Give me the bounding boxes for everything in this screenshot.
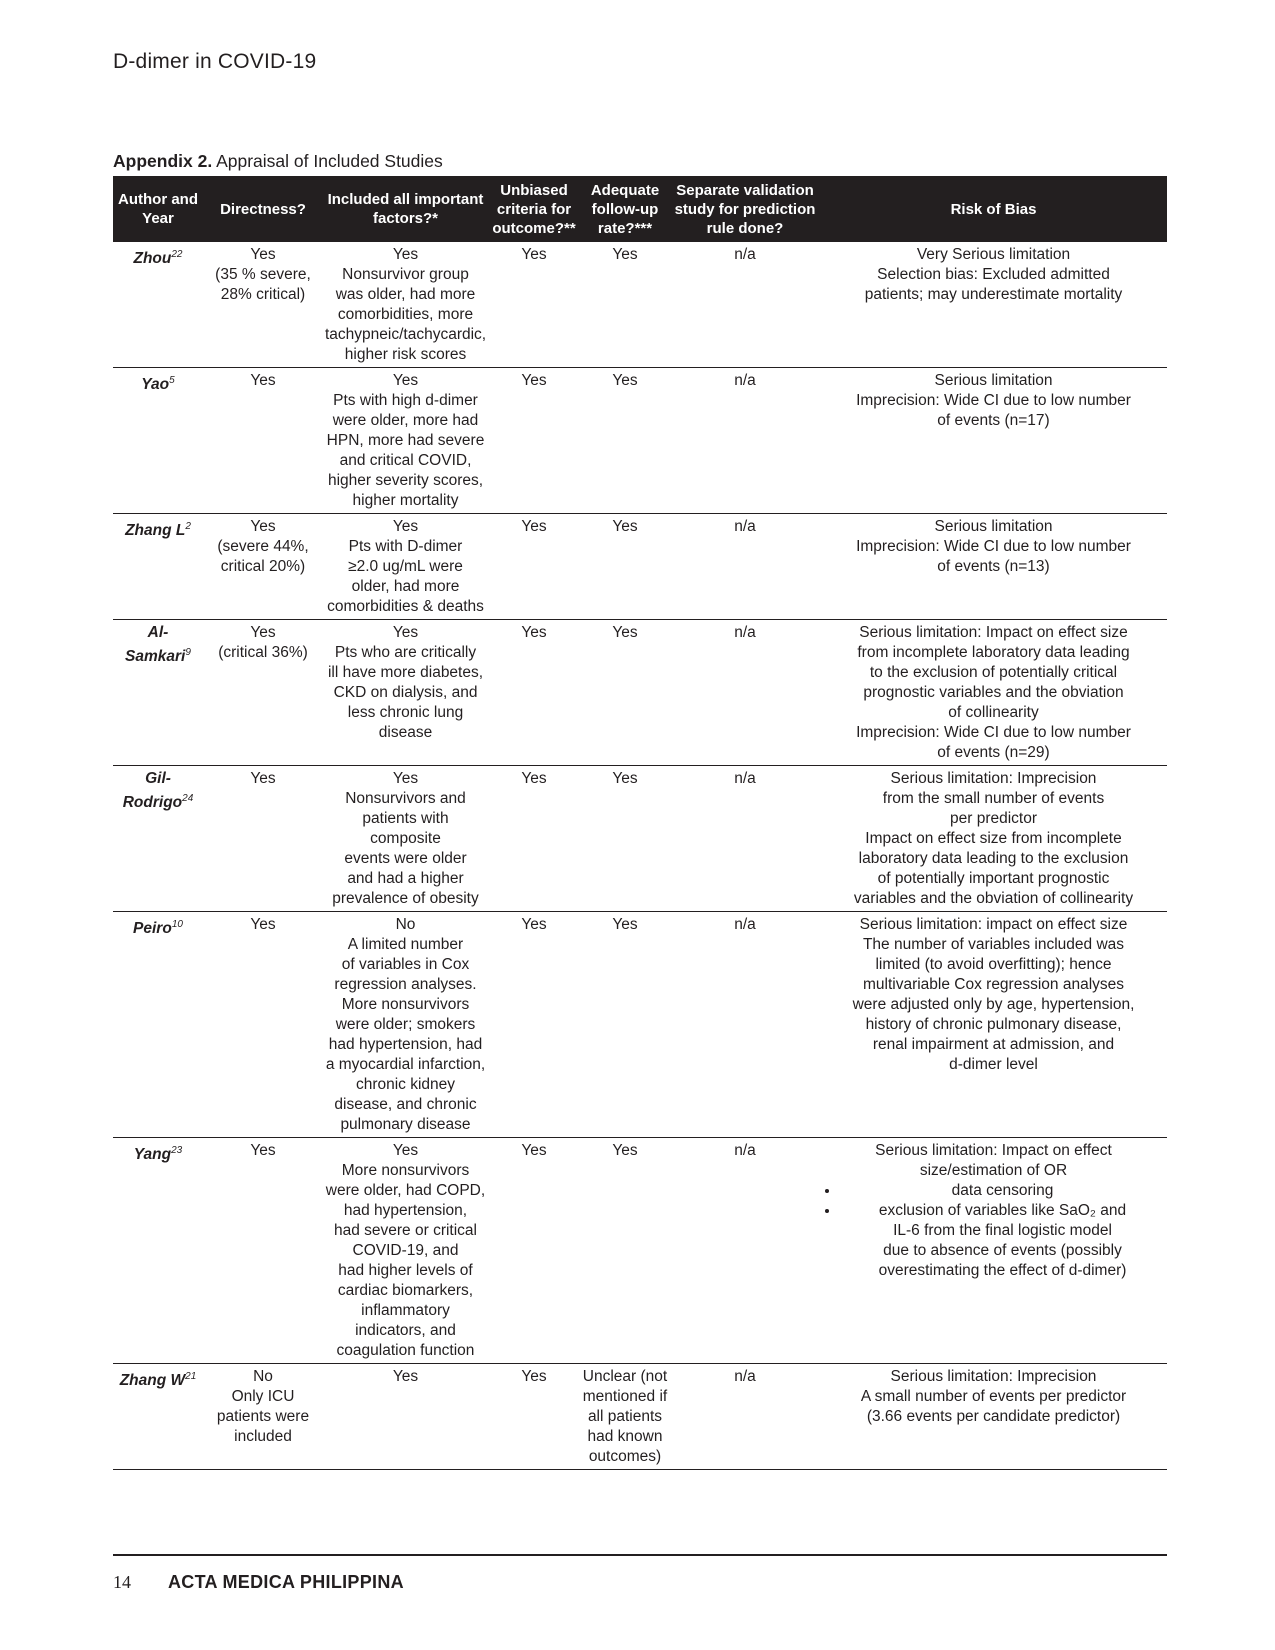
author-ref: 24 <box>182 793 194 804</box>
cell-risk-of-bias <box>820 912 1167 1138</box>
cell-followup <box>580 912 670 1138</box>
bias-bullet-line: due to absence of events (possibly <box>883 1242 1122 1259</box>
cell-unbiased-line: Yes <box>521 246 547 263</box>
cell-factors-line: regression analyses. <box>334 976 477 993</box>
cell-unbiased-line: Yes <box>521 1142 547 1159</box>
cell-followup <box>580 620 670 766</box>
cell-followup-line: mentioned if <box>582 1388 668 1405</box>
cell-factors-line: No <box>395 916 416 933</box>
cell-unbiased <box>488 766 580 912</box>
cell-factors-line: More nonsurvivors <box>341 996 470 1013</box>
cell-factors-line: was older, had more <box>335 286 476 303</box>
cell-directness <box>203 620 323 766</box>
cell-risk-of-bias-line: multivariable Cox regression analyses <box>862 976 1125 993</box>
cell-followup <box>580 1138 670 1364</box>
footer-rule <box>113 1554 1167 1556</box>
cell-factors-line: CKD on dialysis, and <box>333 684 478 701</box>
bias-bullet-line: • data censoring <box>951 1182 1054 1199</box>
cell-factors-line: A limited number <box>347 936 464 953</box>
caption-label: Appendix 2. <box>113 151 213 171</box>
cell-factors-line: a myocardial infarction, <box>325 1056 486 1073</box>
cell-factors-line: Yes <box>392 1368 419 1385</box>
author-name: Al-Samkari <box>125 624 186 666</box>
cell-followup-line: Yes <box>612 916 638 933</box>
cell-factors-line: indicators, and <box>355 1322 456 1339</box>
cell-risk-of-bias-line: Serious limitation <box>934 372 1053 389</box>
cell-validation <box>670 766 820 912</box>
cell-followup <box>580 1364 670 1470</box>
author-ref: 21 <box>185 1371 197 1382</box>
cell-factors-line: Nonsurvivor group <box>342 266 469 283</box>
cell-factors-line: Pts with D-dimer <box>348 538 463 555</box>
cell-risk-of-bias-line: laboratory data leading to the exclusion <box>858 850 1129 867</box>
cell-factors-line: less chronic lung disease <box>347 704 464 741</box>
cell-directness-line: patients were <box>216 1408 310 1425</box>
cell-risk-of-bias <box>820 514 1167 620</box>
cell-directness-line: Yes <box>250 518 276 535</box>
cell-directness-line: (severe 44%, <box>217 538 309 555</box>
cell-validation-text: n/a <box>734 1142 756 1159</box>
cell-factors-line: Pts with high d-dimer <box>333 392 478 409</box>
bias-bullet-line: overestimating the effect of d-dimer) <box>878 1262 1127 1279</box>
cell-factors-line: comorbidities, more <box>337 306 474 323</box>
cell-risk-of-bias-line: of potentially important prognostic <box>877 870 1110 887</box>
author-name: Zhang W <box>119 1372 186 1390</box>
cell-risk-of-bias-line: size/estimation of OR <box>919 1162 1068 1179</box>
cell-factors-line: and critical COVID, <box>339 452 472 469</box>
cell-risk-of-bias <box>820 1364 1167 1470</box>
col-followup: Adequate follow-up rate?*** <box>580 176 670 242</box>
cell-risk-of-bias-line: Selection bias: Excluded admitted <box>877 266 1110 283</box>
cell-factors-line: tachypneic/tachycardic, <box>325 326 487 343</box>
cell-factors-line: Yes <box>392 1142 419 1159</box>
cell-directness-line: critical 20%) <box>220 558 306 575</box>
cell-risk-of-bias-line: Serious limitation: Imprecision <box>890 770 1097 787</box>
author-name: Gil-Rodrigo <box>122 770 183 812</box>
table-caption <box>113 151 443 172</box>
appraisal-table <box>113 176 1167 1470</box>
cell-factors-line: higher risk scores <box>344 346 467 363</box>
cell-factors <box>323 766 488 912</box>
cell-unbiased-line: Yes <box>521 1368 547 1385</box>
cell-validation-text: n/a <box>734 916 756 933</box>
cell-validation <box>670 1138 820 1364</box>
cell-directness-line: included <box>234 1428 292 1445</box>
cell-risk-of-bias-line: limited (to avoid overfitting); hence <box>875 956 1112 973</box>
author-ref: 23 <box>171 1145 183 1156</box>
cell-directness-line: (35 % severe, <box>215 266 311 283</box>
cell-followup-line: Unclear (not <box>582 1368 668 1385</box>
table-row <box>113 514 1167 620</box>
col-validation: Separate validation study for prediction rule done? <box>670 176 820 242</box>
author-ref: 22 <box>171 249 183 260</box>
cell-factors-line: events were older <box>344 850 467 867</box>
col-author: Author and Year <box>113 176 203 242</box>
cell-unbiased-line: Yes <box>521 916 547 933</box>
cell-directness-line: (critical 36%) <box>218 644 308 661</box>
col-unbiased: Unbiased criteria for outcome?** <box>488 176 580 242</box>
cell-directness <box>203 1364 323 1470</box>
cell-followup-line: had known <box>587 1428 663 1445</box>
cell-directness <box>203 368 323 514</box>
cell-risk-of-bias-line: of collinearity <box>948 704 1039 721</box>
caption-title: Appraisal of Included Studies <box>216 151 443 171</box>
cell-factors-line: Yes <box>392 770 419 787</box>
cell-directness-line: 28% critical) <box>220 286 306 303</box>
cell-risk-of-bias-line: patients; may underestimate mortality <box>864 286 1123 303</box>
col-directness: Directness? <box>203 176 323 242</box>
cell-risk-of-bias-line: A small number of events per predictor <box>860 1388 1127 1405</box>
cell-factors-line: of variables in Cox <box>341 956 470 973</box>
cell-factors-line: More nonsurvivors <box>341 1162 470 1179</box>
author-ref: 5 <box>169 375 175 386</box>
cell-factors-line: Yes <box>392 518 419 535</box>
cell-risk-of-bias-line: Serious limitation: impact on effect size <box>859 916 1128 933</box>
table-row <box>113 242 1167 368</box>
cell-directness <box>203 514 323 620</box>
cell-followup-line: Yes <box>612 624 638 641</box>
cell-author <box>113 766 203 912</box>
running-head: D-dimer in COVID-19 <box>113 50 317 73</box>
bias-bullet-line: IL-6 from the final logistic model <box>893 1222 1112 1239</box>
cell-followup-line: Yes <box>612 770 638 787</box>
cell-followup-line: all patients <box>587 1408 663 1425</box>
cell-author <box>113 1364 203 1470</box>
cell-factors <box>323 514 488 620</box>
cell-unbiased <box>488 368 580 514</box>
cell-author <box>113 368 203 514</box>
col-risk-of-bias: Risk of Bias <box>820 176 1167 242</box>
table-row <box>113 912 1167 1138</box>
cell-unbiased-line: Yes <box>521 624 547 641</box>
cell-followup-line: Yes <box>612 372 638 389</box>
cell-unbiased <box>488 1364 580 1470</box>
cell-risk-of-bias-line: of events (n=17) <box>937 412 1050 429</box>
cell-factors-line: had severe or critical <box>333 1222 477 1239</box>
cell-risk-of-bias-line: variables and the obviation of collinearity <box>853 890 1134 907</box>
cell-factors <box>323 368 488 514</box>
cell-followup-line: outcomes) <box>588 1448 662 1465</box>
cell-followup <box>580 766 670 912</box>
author-ref: 2 <box>185 521 191 532</box>
cell-risk-of-bias-line: Serious limitation <box>934 518 1053 535</box>
bias-bullet-list <box>822 1181 1165 1281</box>
cell-risk-of-bias-line: from incomplete laboratory data leading <box>857 644 1130 661</box>
cell-directness-line: Yes <box>250 372 276 389</box>
cell-factors-line: older, had more <box>351 578 460 595</box>
cell-factors-line: comorbidities & deaths <box>327 598 484 615</box>
bias-bullet-item <box>840 1181 1165 1201</box>
cell-validation <box>670 514 820 620</box>
author-name: Yang <box>133 1146 172 1164</box>
cell-factors-line: patients with composite <box>362 810 449 847</box>
author-name: Zhang L <box>125 522 186 540</box>
cell-risk-of-bias-line: Imprecision: Wide CI due to low number <box>856 538 1131 555</box>
cell-risk-of-bias-line: per predictor <box>949 810 1037 827</box>
cell-directness-line: Yes <box>250 916 276 933</box>
cell-followup-line: Yes <box>612 1142 638 1159</box>
cell-author <box>113 514 203 620</box>
author-ref: 9 <box>185 647 191 658</box>
author-name: Peiro <box>133 920 172 938</box>
col-factors: Included all important factors?* <box>323 176 488 242</box>
cell-risk-of-bias-line: Serious limitation: Impact on effect size <box>859 624 1128 641</box>
cell-unbiased-line: Yes <box>521 770 547 787</box>
cell-risk-of-bias-line: to the exclusion of potentially critical <box>869 664 1118 681</box>
cell-factors-line: Yes <box>392 372 419 389</box>
cell-factors-line: disease, and chronic <box>334 1096 477 1113</box>
cell-factors-line: higher severity scores, <box>327 472 484 489</box>
cell-risk-of-bias <box>820 1138 1167 1364</box>
cell-risk-of-bias-line: Serious limitation: Impact on effect <box>875 1142 1112 1159</box>
cell-directness-line: Yes <box>250 246 276 263</box>
table-row <box>113 766 1167 912</box>
cell-author <box>113 242 203 368</box>
cell-risk-of-bias-line: of events (n=13) <box>937 558 1050 575</box>
cell-factors-line: Yes <box>392 624 419 641</box>
table-row <box>113 1364 1167 1470</box>
cell-followup <box>580 514 670 620</box>
cell-factors <box>323 1138 488 1364</box>
cell-unbiased <box>488 912 580 1138</box>
cell-factors-line: and had a higher <box>347 870 464 887</box>
cell-unbiased <box>488 1138 580 1364</box>
cell-risk-of-bias-line: (3.66 events per candidate predictor) <box>866 1408 1121 1425</box>
header-row <box>113 176 1167 242</box>
table-row <box>113 1138 1167 1364</box>
cell-factors-line: inflammatory <box>361 1302 450 1319</box>
cell-factors-line: were older, more had <box>332 412 479 429</box>
cell-followup <box>580 368 670 514</box>
cell-factors-line: were older, had COPD, <box>325 1182 486 1199</box>
cell-followup-line: Yes <box>612 246 638 263</box>
cell-validation <box>670 242 820 368</box>
cell-validation-text: n/a <box>734 1368 756 1385</box>
cell-validation-text: n/a <box>734 372 756 389</box>
cell-validation-text: n/a <box>734 624 756 641</box>
table-body <box>113 242 1167 1470</box>
cell-author <box>113 620 203 766</box>
bias-bullet-line: • exclusion of variables like SaO₂ and <box>878 1202 1127 1219</box>
cell-risk-of-bias-line: of events (n=29) <box>937 744 1050 761</box>
cell-factors-line: had hypertension, <box>343 1202 468 1219</box>
cell-factors-line: Pts who are critically <box>334 644 477 661</box>
cell-author <box>113 1138 203 1364</box>
journal-name: ACTA MEDICA PHILIPPINA <box>168 1572 404 1592</box>
cell-risk-of-bias-line: prognostic variables and the obviation <box>863 684 1124 701</box>
cell-risk-of-bias-line: renal impairment at admission, and <box>872 1036 1115 1053</box>
cell-factors-line: had higher levels of <box>338 1262 473 1279</box>
cell-risk-of-bias-line: d-dimer level <box>949 1056 1038 1073</box>
page-number: 14 <box>113 1572 131 1592</box>
cell-factors-line: prevalence of obesity <box>332 890 479 907</box>
table-row <box>113 368 1167 514</box>
cell-directness <box>203 912 323 1138</box>
cell-validation-text: n/a <box>734 770 756 787</box>
cell-directness-line: Yes <box>250 624 276 641</box>
cell-risk-of-bias-line: Serious limitation: Imprecision <box>890 1368 1097 1385</box>
cell-risk-of-bias-line: Imprecision: Wide CI due to low number <box>856 392 1131 409</box>
cell-factors <box>323 1364 488 1470</box>
cell-directness-line: Yes <box>250 770 276 787</box>
cell-risk-of-bias <box>820 766 1167 912</box>
cell-unbiased-line: Yes <box>521 372 547 389</box>
cell-validation <box>670 620 820 766</box>
cell-risk-of-bias <box>820 620 1167 766</box>
cell-directness <box>203 242 323 368</box>
cell-factors-line: COVID-19, and <box>352 1242 459 1259</box>
cell-risk-of-bias-line: history of chronic pulmonary disease, <box>865 1016 1122 1033</box>
author-name: Yao <box>141 376 170 394</box>
cell-factors-line: pulmonary disease <box>340 1116 471 1133</box>
cell-factors-line: HPN, more had severe <box>326 432 485 449</box>
cell-unbiased <box>488 620 580 766</box>
author-name: Zhou <box>133 250 172 268</box>
cell-factors-line: cardiac biomarkers, <box>337 1282 474 1299</box>
cell-validation <box>670 912 820 1138</box>
cell-directness <box>203 1138 323 1364</box>
cell-factors-line: ill have more diabetes, <box>327 664 484 681</box>
cell-validation <box>670 1364 820 1470</box>
cell-factors-line: coagulation function <box>336 1342 475 1359</box>
cell-factors-line: chronic kidney <box>355 1076 456 1093</box>
cell-risk-of-bias-line: from the small number of events <box>882 790 1105 807</box>
cell-risk-of-bias <box>820 242 1167 368</box>
bias-bullet-item <box>840 1201 1165 1281</box>
cell-directness-line: Yes <box>250 1142 276 1159</box>
cell-directness-line: Only ICU <box>231 1388 295 1405</box>
cell-factors <box>323 912 488 1138</box>
cell-factors <box>323 620 488 766</box>
cell-unbiased <box>488 514 580 620</box>
table-row <box>113 620 1167 766</box>
cell-factors <box>323 242 488 368</box>
cell-risk-of-bias-line: were adjusted only by age, hypertension, <box>852 996 1135 1013</box>
cell-risk-of-bias-line: Imprecision: Wide CI due to low number <box>856 724 1131 741</box>
cell-validation <box>670 368 820 514</box>
cell-followup <box>580 242 670 368</box>
cell-unbiased <box>488 242 580 368</box>
cell-risk-of-bias-line: Impact on effect size from incomplete <box>865 830 1122 847</box>
cell-author <box>113 912 203 1138</box>
author-ref: 10 <box>171 919 183 930</box>
cell-directness <box>203 766 323 912</box>
cell-factors-line: Yes <box>392 246 419 263</box>
cell-factors-line: were older; smokers <box>335 1016 476 1033</box>
cell-directness-line: No <box>253 1368 273 1385</box>
cell-risk-of-bias-line: The number of variables included was <box>862 936 1125 953</box>
cell-risk-of-bias-line: Very Serious limitation <box>916 246 1071 263</box>
cell-factors-line: ≥2.0 ug/mL were <box>348 558 463 575</box>
cell-factors-line: had hypertension, had <box>328 1036 483 1053</box>
cell-unbiased-line: Yes <box>521 518 547 535</box>
cell-validation-text: n/a <box>734 246 756 263</box>
cell-followup-line: Yes <box>612 518 638 535</box>
cell-factors-line: higher mortality <box>352 492 459 509</box>
cell-risk-of-bias <box>820 368 1167 514</box>
cell-validation-text: n/a <box>734 518 756 535</box>
cell-factors-line: Nonsurvivors and <box>345 790 466 807</box>
